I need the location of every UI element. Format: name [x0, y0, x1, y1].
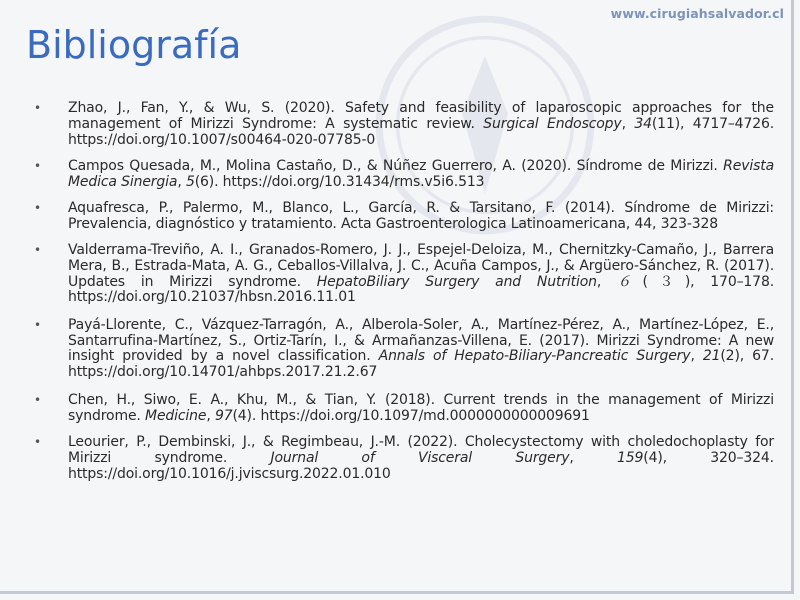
- reference-item: [34, 435, 774, 482]
- reference-item: [34, 243, 774, 306]
- reference-authors: Aquafresca, P., Palermo, M., Blanco, L., García, R. & Tarsitano, F. (2014). Síndrome de Mirizzi: Prevalencia, diagnóstico y tratamiento. Acta Gastroenterologica Latinoamericana, 44, 323-328: [68, 199, 774, 232]
- reference-authors: Zhao, J., Fan, Y., & Wu, S. (2020). Safety and feasibility of laparoscopic approaches for the management of Mirizzi Syndrome: A systematic review.: [68, 100, 774, 132]
- reference-item: [34, 101, 774, 148]
- site-url: www.cirugiahsalvador.cl: [610, 6, 784, 21]
- reference-journal: Journal of Visceral Surgery: [270, 449, 570, 466]
- reference-separator: ,: [621, 115, 635, 132]
- reference-list: [34, 101, 774, 493]
- reference-authors: Payá-Llorente, C., Vázquez-Tarragón, A., Alberola-Soler, A., Martínez-Pérez, A., Martínez-López, E., Santarrufina-Martínez, S., Ortiz-Tarín, I., & Armañanzas-Villena, E. (2017). Mirizzi Syndrome: A new insight provided by a novel classification.: [68, 316, 774, 365]
- reference-authors: Valderrama-Treviño, A. I., Granados-Romero, J. J., Espejel-Deloiza, M., Chernitzky-Camaño, J., Barrera Mera, B., Estrada-Mata, A. G., Ceballos-Villalva, J. C., Acuña Campos, J., & Argüero-Sánchez, R. (2017). Updates in Mirizzi syndrome.: [68, 242, 774, 290]
- reference-volume: 34: [634, 115, 652, 132]
- reference-item: [34, 318, 774, 381]
- reference-volume: 21: [702, 348, 721, 365]
- reference-separator: ,: [569, 449, 617, 466]
- reference-journal: Annals of Hepato-Biliary-Pancreatic Surgery: [378, 348, 691, 365]
- reference-tail: (2), 67. https://doi.org/10.14701/ahbps.2017.21.2.67: [68, 348, 774, 381]
- reference-authors: Campos Quesada, M., Molina Castaño, D., & Núñez Guerrero, A. (2020). Síndrome de Mirizzi.: [68, 157, 724, 174]
- slide-title: Bibliografía: [26, 23, 242, 67]
- reference-item: [34, 201, 774, 233]
- reference-separator: ,: [177, 173, 186, 190]
- bullet-icon: •: [34, 317, 41, 332]
- reference-separator: ,: [596, 273, 618, 290]
- reference-item: [34, 393, 774, 425]
- reference-tail: (11), 4717–4726. https://doi.org/10.1007/s00464-020-07785-0: [68, 115, 775, 148]
- reference-journal: Surgical Endoscopy: [483, 115, 622, 132]
- reference-separator: ,: [206, 407, 215, 424]
- reference-tail: (6). https://doi.org/10.31434/rms.v5i6.513: [194, 173, 485, 190]
- bullet-icon: •: [34, 392, 41, 407]
- bullet-icon: •: [34, 101, 41, 115]
- reference-item: [34, 159, 774, 191]
- reference-authors: Leourier, P., Dembinski, J., & Regimbeau, J.-M. (2022). Cholecystectomy with choledochoplasty for Mirizzi syndrome.: [68, 434, 774, 466]
- bullet-icon: •: [34, 243, 41, 258]
- reference-volume: ６: [617, 273, 643, 290]
- reference-journal: HepatoBiliary Surgery and Nutrition: [316, 273, 597, 290]
- reference-authors: Chen, H., Siwo, E. A., Khu, M., & Tian, Y. (2018). Current trends in the management of Mirizzi syndrome.: [68, 391, 774, 424]
- reference-separator: ,: [690, 348, 703, 365]
- bullet-icon: •: [34, 435, 41, 450]
- reference-volume: 5: [185, 173, 195, 190]
- reference-journal: Medicine: [145, 407, 207, 424]
- reference-tail: (4), 320–324. https://doi.org/10.1016/j.jviscsurg.2022.01.010: [68, 449, 774, 482]
- reference-journal: Revista Medica Sinergia: [68, 157, 774, 190]
- reference-volume: 159: [617, 449, 644, 466]
- bullet-icon: •: [34, 200, 41, 215]
- reference-tail: (4). https://doi.org/10.1097/md.0000000000009691: [232, 407, 590, 424]
- reference-tail: (３), 170–178. https://doi.org/10.21037/hbsn.2016.11.01: [68, 273, 774, 306]
- reference-volume: 97: [214, 407, 233, 424]
- bullet-icon: •: [34, 158, 41, 173]
